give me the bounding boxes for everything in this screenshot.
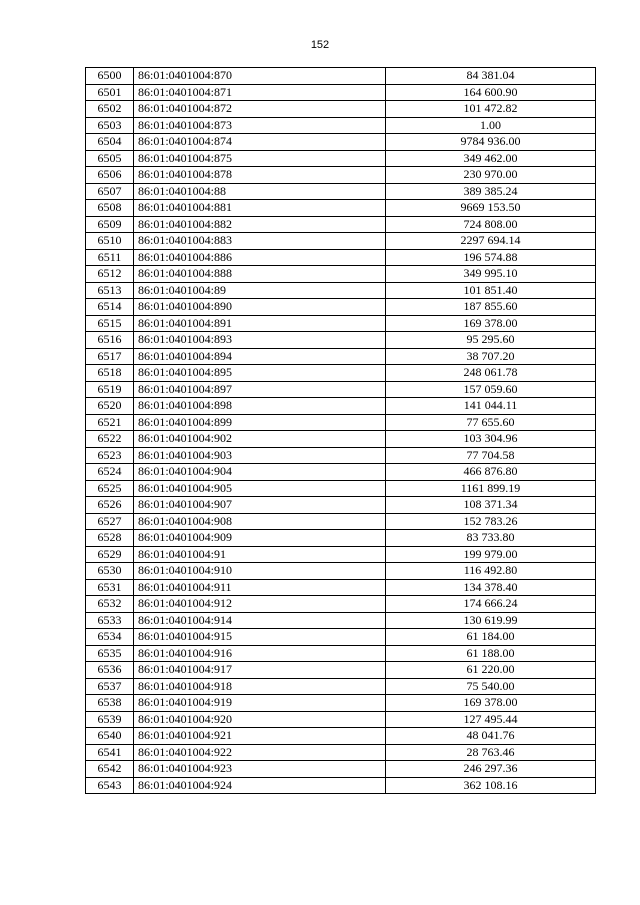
- cadastral-number-cell: 86:01:0401004:883: [134, 233, 386, 250]
- table-row: [86, 662, 596, 679]
- table-row: [86, 530, 596, 547]
- cadastral-number-cell: 86:01:0401004:911: [134, 579, 386, 596]
- cadastral-number-cell: 86:01:0401004:873: [134, 117, 386, 134]
- table-row: [86, 711, 596, 728]
- table-row: [86, 480, 596, 497]
- row-number-cell: 6528: [86, 530, 134, 547]
- row-number-cell: 6535: [86, 645, 134, 662]
- row-number-cell: 6534: [86, 629, 134, 646]
- cadastral-value-cell: 61 184.00: [386, 629, 596, 646]
- row-number-cell: 6538: [86, 695, 134, 712]
- row-number-cell: 6520: [86, 398, 134, 415]
- cadastral-value-cell: 389 385.24: [386, 183, 596, 200]
- row-number-cell: 6510: [86, 233, 134, 250]
- cadastral-number-cell: 86:01:0401004:916: [134, 645, 386, 662]
- cadastral-value-cell: 38 707.20: [386, 348, 596, 365]
- cadastral-number-cell: 86:01:0401004:870: [134, 68, 386, 85]
- cadastral-number-cell: 86:01:0401004:894: [134, 348, 386, 365]
- cadastral-number-cell: 86:01:0401004:907: [134, 497, 386, 514]
- cadastral-value-cell: 127 495.44: [386, 711, 596, 728]
- table-row: [86, 596, 596, 613]
- cadastral-value-cell: 48 041.76: [386, 728, 596, 745]
- table-row: [86, 579, 596, 596]
- cadastral-value-cell: 1.00: [386, 117, 596, 134]
- row-number-cell: 6530: [86, 563, 134, 580]
- cadastral-value-cell: 101 472.82: [386, 101, 596, 118]
- table-row: [86, 117, 596, 134]
- table-body: [86, 68, 596, 794]
- cadastral-number-cell: 86:01:0401004:893: [134, 332, 386, 349]
- row-number-cell: 6526: [86, 497, 134, 514]
- row-number-cell: 6536: [86, 662, 134, 679]
- cadastral-number-cell: 86:01:0401004:918: [134, 678, 386, 695]
- table-row: [86, 678, 596, 695]
- table-row: [86, 200, 596, 217]
- cadastral-number-cell: 86:01:0401004:890: [134, 299, 386, 316]
- table-row: [86, 266, 596, 283]
- table-row: [86, 282, 596, 299]
- cadastral-value-cell: 199 979.00: [386, 546, 596, 563]
- cadastral-number-cell: 86:01:0401004:905: [134, 480, 386, 497]
- row-number-cell: 6537: [86, 678, 134, 695]
- cadastral-number-cell: 86:01:0401004:891: [134, 315, 386, 332]
- row-number-cell: 6518: [86, 365, 134, 382]
- cadastral-number-cell: 86:01:0401004:917: [134, 662, 386, 679]
- table-row: [86, 365, 596, 382]
- row-number-cell: 6507: [86, 183, 134, 200]
- row-number-cell: 6542: [86, 761, 134, 778]
- row-number-cell: 6522: [86, 431, 134, 448]
- row-number-cell: 6532: [86, 596, 134, 613]
- cadastral-number-cell: 86:01:0401004:914: [134, 612, 386, 629]
- cadastral-value-cell: 61 220.00: [386, 662, 596, 679]
- cadastral-value-cell: 95 295.60: [386, 332, 596, 349]
- cadastral-number-cell: 86:01:0401004:921: [134, 728, 386, 745]
- row-number-cell: 6523: [86, 447, 134, 464]
- row-number-cell: 6533: [86, 612, 134, 629]
- cadastral-value-cell: 9669 153.50: [386, 200, 596, 217]
- row-number-cell: 6513: [86, 282, 134, 299]
- cadastral-value-cell: 83 733.80: [386, 530, 596, 547]
- table-row: [86, 431, 596, 448]
- cadastral-value-cell: 130 619.99: [386, 612, 596, 629]
- cadastral-number-cell: 86:01:0401004:91: [134, 546, 386, 563]
- cadastral-number-cell: 86:01:0401004:898: [134, 398, 386, 415]
- cadastral-value-cell: 169 378.00: [386, 315, 596, 332]
- table-row: [86, 546, 596, 563]
- cadastral-value-cell: 187 855.60: [386, 299, 596, 316]
- table-row: [86, 464, 596, 481]
- row-number-cell: 6504: [86, 134, 134, 151]
- table-row: [86, 695, 596, 712]
- cadastral-number-cell: 86:01:0401004:871: [134, 84, 386, 101]
- row-number-cell: 6515: [86, 315, 134, 332]
- cadastral-value-cell: 116 492.80: [386, 563, 596, 580]
- cadastral-value-cell: 77 704.58: [386, 447, 596, 464]
- row-number-cell: 6512: [86, 266, 134, 283]
- row-number-cell: 6501: [86, 84, 134, 101]
- table-row: [86, 414, 596, 431]
- cadastral-number-cell: 86:01:0401004:912: [134, 596, 386, 613]
- cadastral-value-cell: 28 763.46: [386, 744, 596, 761]
- table-row: [86, 497, 596, 514]
- table-row: [86, 777, 596, 794]
- table-row: [86, 167, 596, 184]
- cadastral-number-cell: 86:01:0401004:909: [134, 530, 386, 547]
- cadastral-number-cell: 86:01:0401004:920: [134, 711, 386, 728]
- cadastral-number-cell: 86:01:0401004:878: [134, 167, 386, 184]
- table-row: [86, 447, 596, 464]
- cadastral-number-cell: 86:01:0401004:922: [134, 744, 386, 761]
- cadastral-number-cell: 86:01:0401004:895: [134, 365, 386, 382]
- table-row: [86, 645, 596, 662]
- cadastral-value-cell: 9784 936.00: [386, 134, 596, 151]
- table-row: [86, 183, 596, 200]
- table-row: [86, 150, 596, 167]
- cadastral-number-cell: 86:01:0401004:915: [134, 629, 386, 646]
- cadastral-number-cell: 86:01:0401004:902: [134, 431, 386, 448]
- cadastral-number-cell: 86:01:0401004:908: [134, 513, 386, 530]
- cadastral-value-cell: 349 995.10: [386, 266, 596, 283]
- row-number-cell: 6527: [86, 513, 134, 530]
- cadastral-number-cell: 86:01:0401004:910: [134, 563, 386, 580]
- row-number-cell: 6540: [86, 728, 134, 745]
- cadastral-value-cell: 164 600.90: [386, 84, 596, 101]
- cadastral-value-cell: 174 666.24: [386, 596, 596, 613]
- cadastral-number-cell: 86:01:0401004:881: [134, 200, 386, 217]
- table-row: [86, 513, 596, 530]
- cadastral-number-cell: 86:01:0401004:89: [134, 282, 386, 299]
- cadastral-value-cell: 169 378.00: [386, 695, 596, 712]
- table-row: [86, 563, 596, 580]
- row-number-cell: 6539: [86, 711, 134, 728]
- table-row: [86, 381, 596, 398]
- table-row: [86, 134, 596, 151]
- cadastral-number-cell: 86:01:0401004:882: [134, 216, 386, 233]
- cadastral-value-cell: 134 378.40: [386, 579, 596, 596]
- cadastral-value-cell: 196 574.88: [386, 249, 596, 266]
- row-number-cell: 6500: [86, 68, 134, 85]
- row-number-cell: 6511: [86, 249, 134, 266]
- row-number-cell: 6514: [86, 299, 134, 316]
- cadastral-value-cell: 103 304.96: [386, 431, 596, 448]
- cadastral-value-cell: 77 655.60: [386, 414, 596, 431]
- cadastral-value-cell: 1161 899.19: [386, 480, 596, 497]
- row-number-cell: 6525: [86, 480, 134, 497]
- table-row: [86, 629, 596, 646]
- cadastral-value-cell: 724 808.00: [386, 216, 596, 233]
- cadastral-number-cell: 86:01:0401004:924: [134, 777, 386, 794]
- table-row: [86, 299, 596, 316]
- cadastral-number-cell: 86:01:0401004:919: [134, 695, 386, 712]
- cadastral-value-cell: 141 044.11: [386, 398, 596, 415]
- table-row: [86, 84, 596, 101]
- row-number-cell: 6505: [86, 150, 134, 167]
- row-number-cell: 6508: [86, 200, 134, 217]
- cadastral-number-cell: 86:01:0401004:903: [134, 447, 386, 464]
- cadastral-value-cell: 248 061.78: [386, 365, 596, 382]
- table-row: [86, 348, 596, 365]
- row-number-cell: 6541: [86, 744, 134, 761]
- cadastral-value-cell: 349 462.00: [386, 150, 596, 167]
- cadastral-number-cell: 86:01:0401004:886: [134, 249, 386, 266]
- table-row: [86, 216, 596, 233]
- cadastral-value-cell: 362 108.16: [386, 777, 596, 794]
- row-number-cell: 6531: [86, 579, 134, 596]
- table-row: [86, 744, 596, 761]
- cadastral-number-cell: 86:01:0401004:88: [134, 183, 386, 200]
- row-number-cell: 6524: [86, 464, 134, 481]
- table-row: [86, 101, 596, 118]
- cadastral-value-cell: 61 188.00: [386, 645, 596, 662]
- table-row: [86, 233, 596, 250]
- row-number-cell: 6506: [86, 167, 134, 184]
- cadastral-value-cell: 466 876.80: [386, 464, 596, 481]
- row-number-cell: 6521: [86, 414, 134, 431]
- cadastral-value-cell: 108 371.34: [386, 497, 596, 514]
- table-row: [86, 249, 596, 266]
- page-number: 152: [310, 39, 330, 51]
- cadastral-value-table: [85, 67, 596, 794]
- row-number-cell: 6529: [86, 546, 134, 563]
- cadastral-value-cell: 157 059.60: [386, 381, 596, 398]
- row-number-cell: 6509: [86, 216, 134, 233]
- table-row: [86, 315, 596, 332]
- table-row: [86, 68, 596, 85]
- table-row: [86, 612, 596, 629]
- cadastral-value-cell: 230 970.00: [386, 167, 596, 184]
- table-row: [86, 761, 596, 778]
- cadastral-value-cell: 75 540.00: [386, 678, 596, 695]
- table-row: [86, 728, 596, 745]
- cadastral-number-cell: 86:01:0401004:904: [134, 464, 386, 481]
- cadastral-number-cell: 86:01:0401004:899: [134, 414, 386, 431]
- cadastral-value-cell: 101 851.40: [386, 282, 596, 299]
- row-number-cell: 6519: [86, 381, 134, 398]
- row-number-cell: 6502: [86, 101, 134, 118]
- cadastral-number-cell: 86:01:0401004:888: [134, 266, 386, 283]
- cadastral-number-cell: 86:01:0401004:874: [134, 134, 386, 151]
- cadastral-number-cell: 86:01:0401004:872: [134, 101, 386, 118]
- table-row: [86, 332, 596, 349]
- cadastral-value-cell: 152 783.26: [386, 513, 596, 530]
- row-number-cell: 6543: [86, 777, 134, 794]
- cadastral-value-cell: 2297 694.14: [386, 233, 596, 250]
- row-number-cell: 6516: [86, 332, 134, 349]
- cadastral-number-cell: 86:01:0401004:923: [134, 761, 386, 778]
- cadastral-value-cell: 84 381.04: [386, 68, 596, 85]
- table-row: [86, 398, 596, 415]
- cadastral-number-cell: 86:01:0401004:875: [134, 150, 386, 167]
- row-number-cell: 6503: [86, 117, 134, 134]
- cadastral-number-cell: 86:01:0401004:897: [134, 381, 386, 398]
- cadastral-value-cell: 246 297.36: [386, 761, 596, 778]
- row-number-cell: 6517: [86, 348, 134, 365]
